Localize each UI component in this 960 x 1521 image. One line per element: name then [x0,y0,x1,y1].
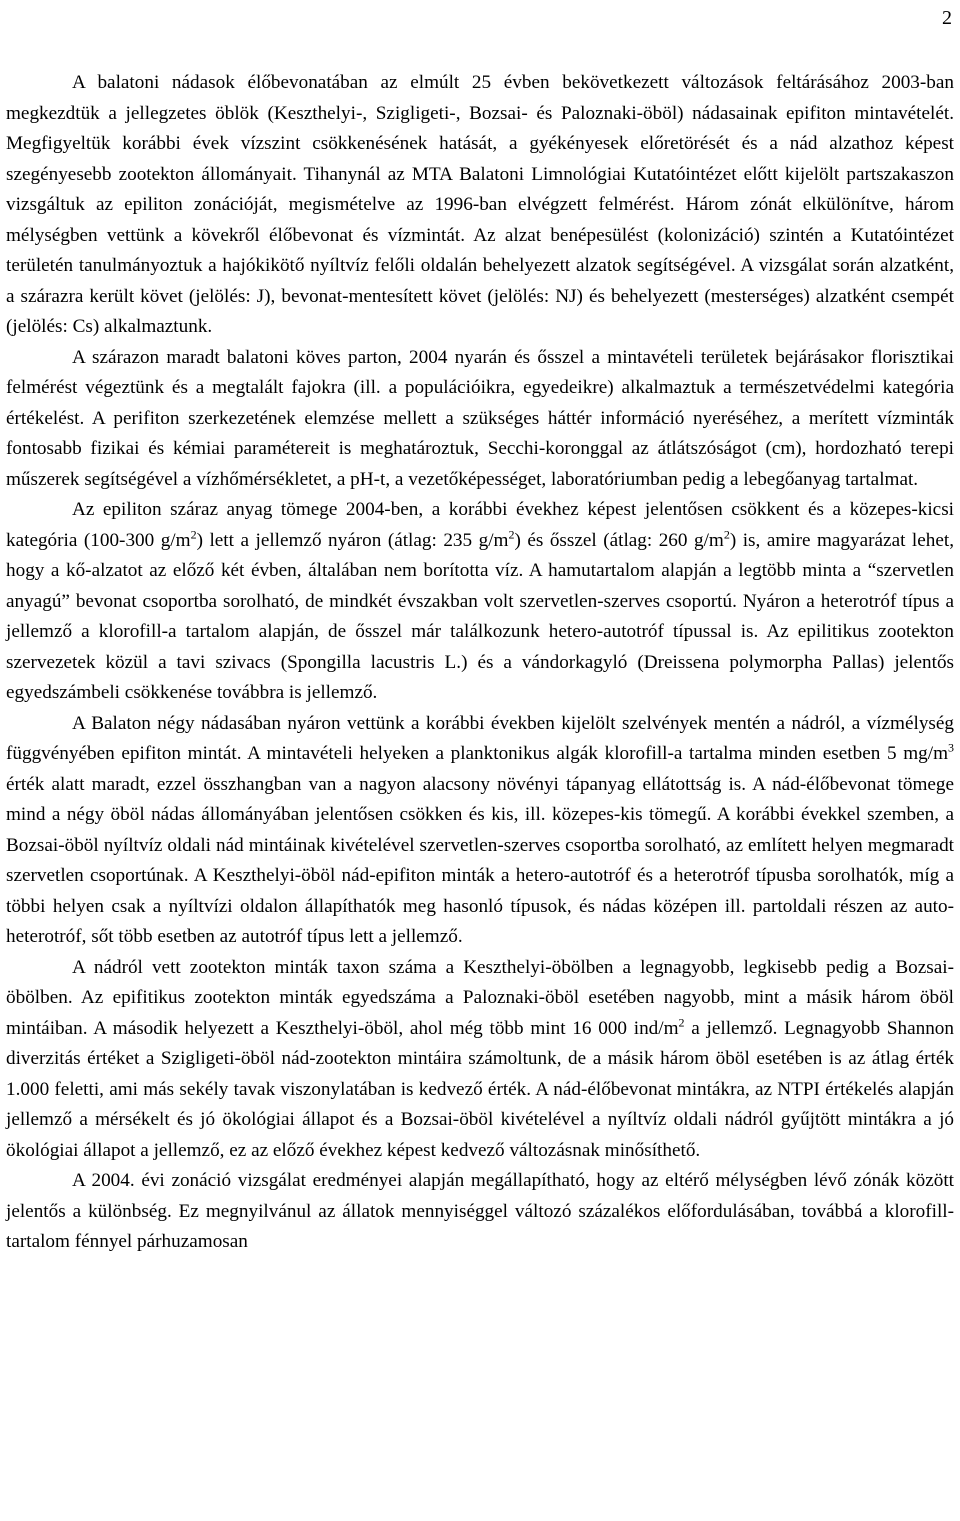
paragraph-text: A szárazon maradt balatoni köves parton, 2004 nyarán és ősszel a mintavételi területek bejárásakor florisztikai felmérést végeztünk és a megtalált fajokra (ill. a populációikra, egyedeikre) alkalmaztuk a természetvédelmi kategória értékelést. A perifiton szerkezetének elemzése mellett a szükséges háttér információ nyeréséhez, a merített vízminták fontosabb fizikai és kémiai paramétereit is meghatároztuk, Secchi-koronggal az átlátszóságot (cm), hordozható terepi műszerek segítségével a vízhőmérsékletet, a pH-t, a vezetőképességet, laboratóriumban pedig a lebegőanyag tartalmat. [6,346,954,490]
document-body [6,68,954,1258]
paragraph-5 [6,953,954,1167]
paragraph-text: A Balaton négy nádasában nyáron vettünk a korábbi években kijelölt szelvények mentén a nádról, a vízmélység függvényében epifiton mintát. A mintavételi helyeken a planktonikus algák klorofill-a tartalma minden esetben 5 mg/m [6,712,954,764]
paragraph-text: Az epiliton száraz anyag tömege 2004-ben, a korábbi évekhez képest jelentősen csökkent és a közepes-kicsi kategória (100-300 g/m [6,499,954,551]
paragraph-text: ) és ősszel (átlag: 260 g/m [514,529,724,551]
paragraph-3 [6,495,954,709]
superscript: 2 [723,527,730,542]
superscript: 2 [678,1015,685,1030]
paragraph-6 [6,1166,954,1258]
superscript: 3 [948,740,954,755]
paragraph-text: ) lett a jellemző nyáron (átlag: 235 g/m [196,529,509,551]
paragraph-text: A 2004. évi zonáció vizsgálat eredményei alapján megállapítható, hogy az eltérő mélységben lévő zónák között jelentős a különbség. Ez megnyilvánul az állatok mennyiséggel változó százalékos előfordulásában, továbbá a klorofill-tartalom fénnyel párhuzamosan [6,1170,954,1252]
paragraph-text: érték alatt maradt, ezzel összhangban van a nagyon alacsony növényi tápanyag ellátottság is. A nád-élőbevonat tömege mind a négy öböl nádas állományában jelentősen csökken és kis, ill. közepes-kis tömegű. A korábbi évekkel szemben, a Bozsai-öböl nyíltvíz oldali nád mintáinak kivételével szervetlen-szerves csoportba sorolható, az említett helyen megmaradt szervetlen csoportúnak. A Keszthelyi-öböl nád-epifiton minták a hetero-autotróf és a heterotróf típusba sorolhatók, míg a többi helyen csak a nyíltvízi oldalon állapíthatók meg hasonló típusok, és nádas középen ill. partoldali részen az auto-heterotróf, sőt több esetben az autotróf típus lett a jellemző. [6,773,954,947]
paragraph-1 [6,68,954,343]
paragraph-2 [6,343,954,496]
paragraph-text: ) is, amire magyarázat lehet, hogy a kő-alzatot az előző két évben, általában nem borította víz. A hamutartalom alapján a legtöbb minta a “szervetlen anyagú” bevonat csoportba sorolható, de mindkét évszakban volt szervetlen-szerves csoportú. Nyáron a heterotróf típus a jellemző a klorofill-a tartalom alapján, de ősszel már találkozunk hetero-autotróf típussal is. Az epilitikus zootekton szervezetek közül a tavi szivacs (Spongilla lacustris L.) és a vándorkagyló (Dreissena polymorpha Pallas) jelentős egyedszámbeli csökkenése továbbra is jellemző. [6,529,954,703]
superscript: 2 [190,527,197,542]
paragraph-4 [6,709,954,953]
paragraph-text: A nádról vett zootekton minták taxon száma a Keszthelyi-öbölben a legnagyobb, legkisebb pedig a Bozsai-öbölben. Az epifitikus zootekton minták egyedszáma a Paloznaki-öböl esetében nagyobb, mint a másik három öböl mintáiban. A második helyezett a Keszthelyi-öböl, ahol még több mint 16 000 ind/m [6,956,954,1039]
superscript: 2 [508,527,515,542]
paragraph-text: a jellemző. Legnagyobb Shannon diverzitás értéket a Szigligeti-öböl nád-zootekton mintáira számoltunk, de a másik három öböl esetében is az átlag érték 1.000 feletti, ami más sekély tavak viszonylatában is kedvező érték. A nád-élőbevonat mintákra, az NTPI értékelés alapján jellemző a mérsékelt és jó ökológiai állapot és a Bozsai-öböl kivételével a nyíltvíz oldali nádról gyűjtött mintákra a jó ökológiai állapot a jellemző, ez az előző évekhez képest kedvező változásnak minősíthető. [6,1017,954,1161]
page-number: 2 [942,7,952,29]
paragraph-text: A balatoni nádasok élőbevonatában az elmúlt 25 évben bekövetkezett változások feltárásához 2003-ban megkezdtük a jellegzetes öblök (Keszthelyi-, Szigligeti-, Bozsai- és Paloznaki-öböl) nádasainak epifiton mintavételét. Megfigyeltük korábbi évek vízszint csökkenésének hatását, a gyékényesek előretörését és a nád alzathoz képest szegényesebb zootekton állományait. Tihanynál az MTA Balatoni Limnológiai Kutatóintézet előtt kijelölt partszakaszon vizsgáltuk az epiliton zonációját, megismételve az 1996-ban elvégzett felmérést. Három zónát elkülönítve, három mélységben vettünk a kövekről élőbevonat és vízmintát. Az alzat benépesülést (kolonizáció) szintén a Kutatóintézet területén tanulmányoztuk a hajókikötő nyíltvíz felőli oldalán behelyezett alzatok segítségével. A vizsgálat során alzatként, a szárazra került követ (jelölés: J), bevonat-mentesített követ (jelölés: NJ) és behelyezett (mesterséges) alzatként csempét (jelölés: Cs) alkalmaztunk. [6,72,954,337]
